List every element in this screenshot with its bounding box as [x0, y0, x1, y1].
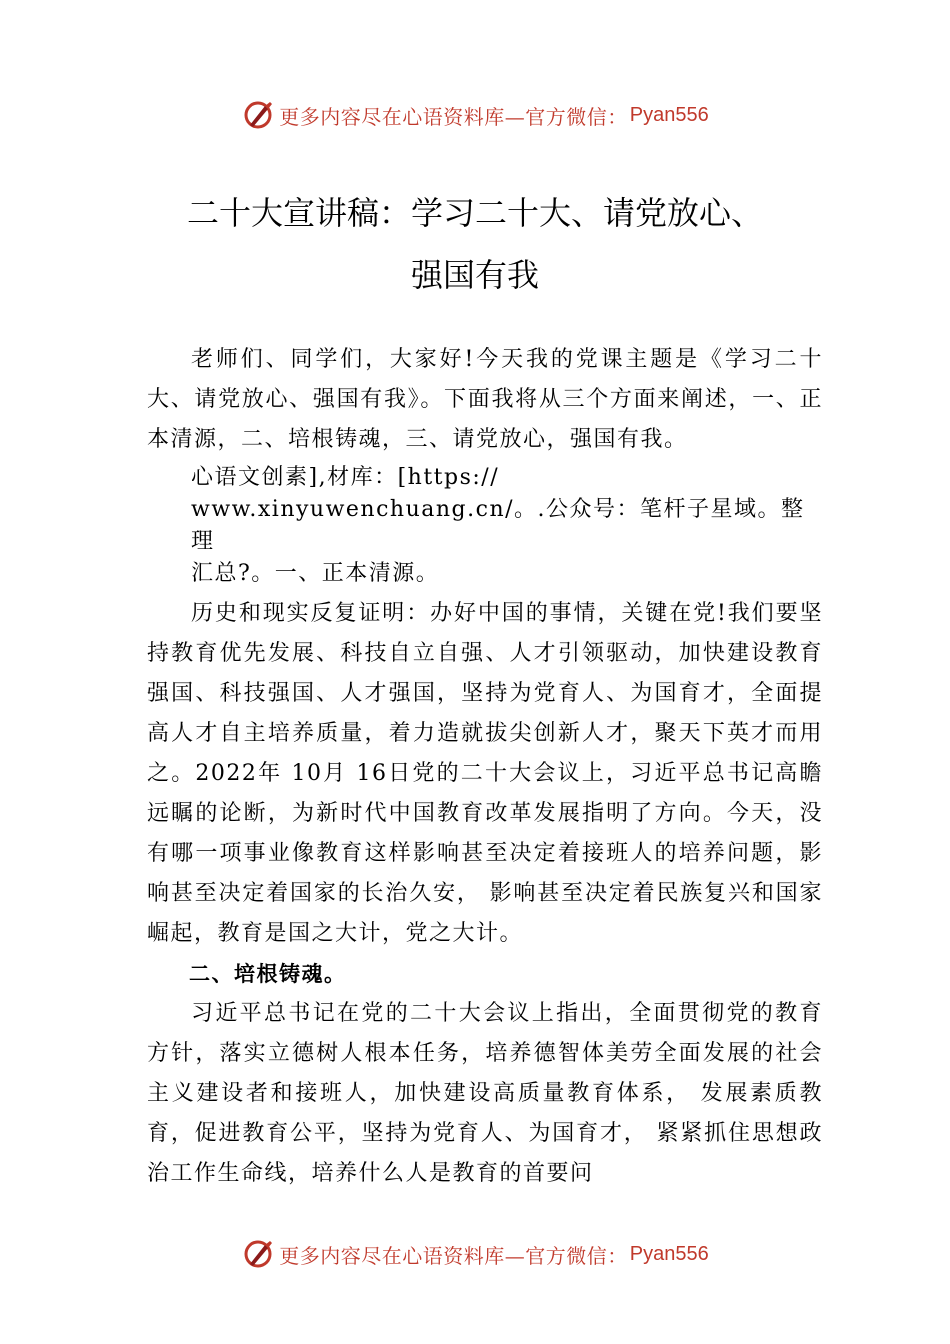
- source-note-line-2: www.xinyuwenchuang.cn/。.公众号：笔杆子星域。整理: [191, 497, 805, 554]
- body-paragraph-1: 历史和现实反复证明：办好中国的事情，关键在党!我们要坚持教育优先发展、科技自立自强、人才引领驱动，加快建设教育强国、科技强国、人才强国，坚持为党育人、为国育才，全面提高人才自主培养质量，着力造就拔尖创新人才，聚天下英才而用之。2022年 10月 16日党的二十大会议上，习近平总书记高瞻远瞩的论断，为新时代中国教育改革发展指明了方向。今天，没有哪一项事业像教育这样影响甚至决定着接班人的培养问题，影响甚至决定着国家的长治久安， 影响甚至决定着民族复兴和国家崛起，教育是国之大计，党之大计。: [147, 601, 823, 946]
- source-note-line-3: 汇总?。一、正本清源。: [191, 561, 440, 586]
- source-note: [147, 462, 823, 590]
- body-paragraph-2: 习近平总书记在党的二十大会议上指出，全面贯彻党的教育方针，落实立德树人根本任务，培养德智体美劳全面发展的社会主义建设者和接班人，加快建设高质量教育体系， 发展素质教育，促进教育公平，坚持为党育人、为国育才， 紧紧抓住思想政治工作生命线，培养什么人是教育的首要问: [147, 1001, 823, 1186]
- document-title: [100, 182, 850, 306]
- footer-banner: [0, 1234, 950, 1274]
- pen-logo-icon: [241, 98, 275, 132]
- title-line-1: 二十大宣讲稿：学习二十大、请党放心、: [186, 194, 763, 232]
- section-heading-2: 二、培根铸魂。: [189, 962, 347, 986]
- footer-banner-text: 更多内容尽在心语资料库—官方微信：: [279, 1243, 628, 1268]
- header-banner: [0, 95, 950, 135]
- intro-paragraph: 老师们、同学们，大家好!今天我的党课主题是《学习二十大、请党放心、强国有我》。下面我将从三个方面来阐述，一、正本清源，二、培根铸魂，三、请党放心，强国有我。: [147, 347, 823, 452]
- title-line-2: 强国有我: [410, 256, 539, 294]
- banner-wechat-id: Pyan556: [629, 103, 709, 126]
- pen-logo-icon: [241, 1237, 275, 1271]
- source-note-line-1: 心语文创素],材库：[https://: [191, 465, 500, 490]
- footer-banner-wechat-id: Pyan556: [629, 1242, 709, 1265]
- document-body: [147, 340, 823, 1194]
- banner-text: 更多内容尽在心语资料库—官方微信：: [279, 104, 628, 129]
